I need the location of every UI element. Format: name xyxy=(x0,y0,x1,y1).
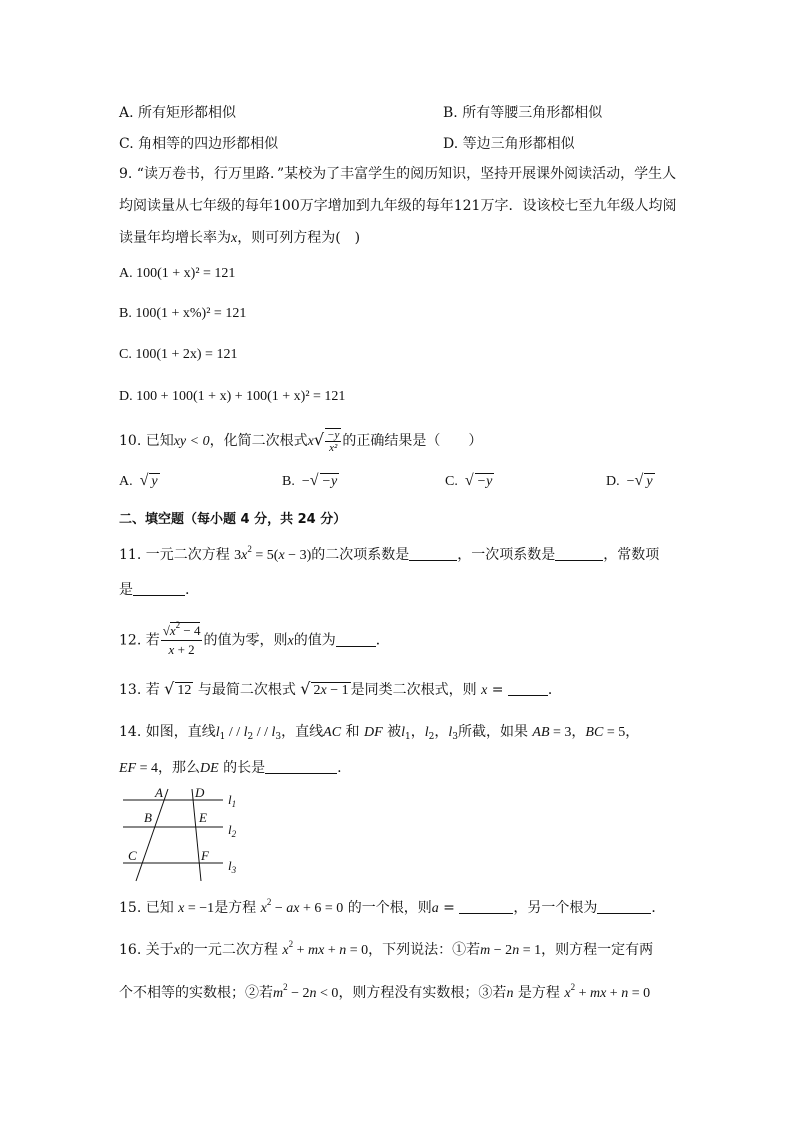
q9-option-d: D. 100 + 100(1 + x) + 100(1 + x)² = 121 xyxy=(119,389,346,404)
section-heading: 二、填空题（每小题 4 分，共 24 分） xyxy=(119,512,347,527)
label-l3: $l_3$ xyxy=(228,858,237,875)
q9-option-c: C. 100(1 + 2x) = 121 xyxy=(119,347,238,362)
q9-stem-line2: 均阅读量从七年级的每年100万字增加到九年级的每年121万字．设该校七至九年级人均阅 xyxy=(119,198,677,214)
q15-stem: 15. 已知 x = −1是方程 $x^2$ − ax + 6 = 0 的一个根，则a = ，另一个根为 ． xyxy=(119,897,666,916)
label-d: D xyxy=(195,785,205,800)
q14-stem-line2: EF = 4，那么DE 的长是 . xyxy=(119,760,342,776)
line-ac xyxy=(136,789,168,881)
q11-blank-2[interactable] xyxy=(555,546,603,561)
parallel-lines-figure xyxy=(119,784,259,884)
q9-option-a: A. 100(1 + x)² = 121 xyxy=(119,266,236,281)
q12-blank[interactable] xyxy=(336,632,376,647)
q16-stem-line2: 个不相等的实数根；②若$m^2 - 2n < 0$，则方程没有实数根；③若n 是方程 $x^2$ + mx + n = 0 xyxy=(119,982,651,1001)
q15-blank-1[interactable] xyxy=(459,899,513,914)
label-f: F xyxy=(201,848,209,863)
q10-option-a: A. √ y xyxy=(119,472,158,489)
q8-option-c: C. 角相等的四边形都相似 xyxy=(119,136,279,152)
label-b: B xyxy=(144,810,152,825)
q10-stem: 10. 已知xy < 0，化简二次根式x√ $\frac{-y}{\text{x²}}$ 的正确结果是（ ） xyxy=(119,429,483,454)
q15-blank-2[interactable] xyxy=(597,899,651,914)
q13-stem: 13. 若 √ 12 与最简二次根式 √ 2x − 1 是同类二次根式，则 x = ． xyxy=(119,679,562,698)
q12-stem: 12. 若 $\frac{√x^2 - 4}{x + 2}$ 的值为零，则x的值为 ． xyxy=(119,620,390,657)
line-df xyxy=(192,789,201,881)
q13-blank[interactable] xyxy=(508,681,548,696)
q8-option-a: A. 所有矩形都相似 xyxy=(119,105,237,121)
q14-blank[interactable] xyxy=(265,759,337,774)
q8-option-d: D. 等边三角形都相似 xyxy=(443,136,575,152)
q8-option-b: B. 所有等腰三角形都相似 xyxy=(443,105,603,121)
q14-stem-line1: 14. 如图，直线$l_1$ / / $l_2$ / / $l_3$，直线AC 和 DF 被$l_1$，$l_2$，$l_3$所截，如果 AB = 3，BC = 5， xyxy=(119,724,640,742)
q16-stem-line1: 16. 关于x的一元二次方程 $x^2$ + mx + n = 0，下列说法：①若m − 2n = 1，则方程一定有两 xyxy=(119,939,654,958)
q11-stem-line2: 是 . xyxy=(119,582,190,598)
q10-option-b: B. −√ −y xyxy=(282,472,338,489)
q9-option-b: B. 100(1 + x%)² = 121 xyxy=(119,306,247,321)
q9-stem-line1: 9. “读万卷书，行万里路．”某校为了丰富学生的阅历知识，坚持开展课外阅读活动，学生人 xyxy=(119,166,677,182)
q11-blank-1[interactable] xyxy=(409,546,457,561)
q10-option-d: D. −√ y xyxy=(606,472,653,489)
label-e: E xyxy=(199,810,207,825)
label-c: C xyxy=(128,848,137,863)
label-l2: $l_2$ xyxy=(228,822,237,839)
q10-option-c: C. √ −y xyxy=(445,472,493,489)
q11-stem-line1: 11. 一元二次方程 $3x^2 = 5(x - 3)$的二次项系数是 ，一次项系数是 ，常数项 xyxy=(119,544,660,563)
q11-blank-3[interactable] xyxy=(133,581,185,596)
label-a: A xyxy=(155,785,163,800)
label-l1: $l_1$ xyxy=(228,792,237,809)
q9-stem-line3: 读量年均增长率为x，则可列方程为( ) xyxy=(119,230,361,246)
